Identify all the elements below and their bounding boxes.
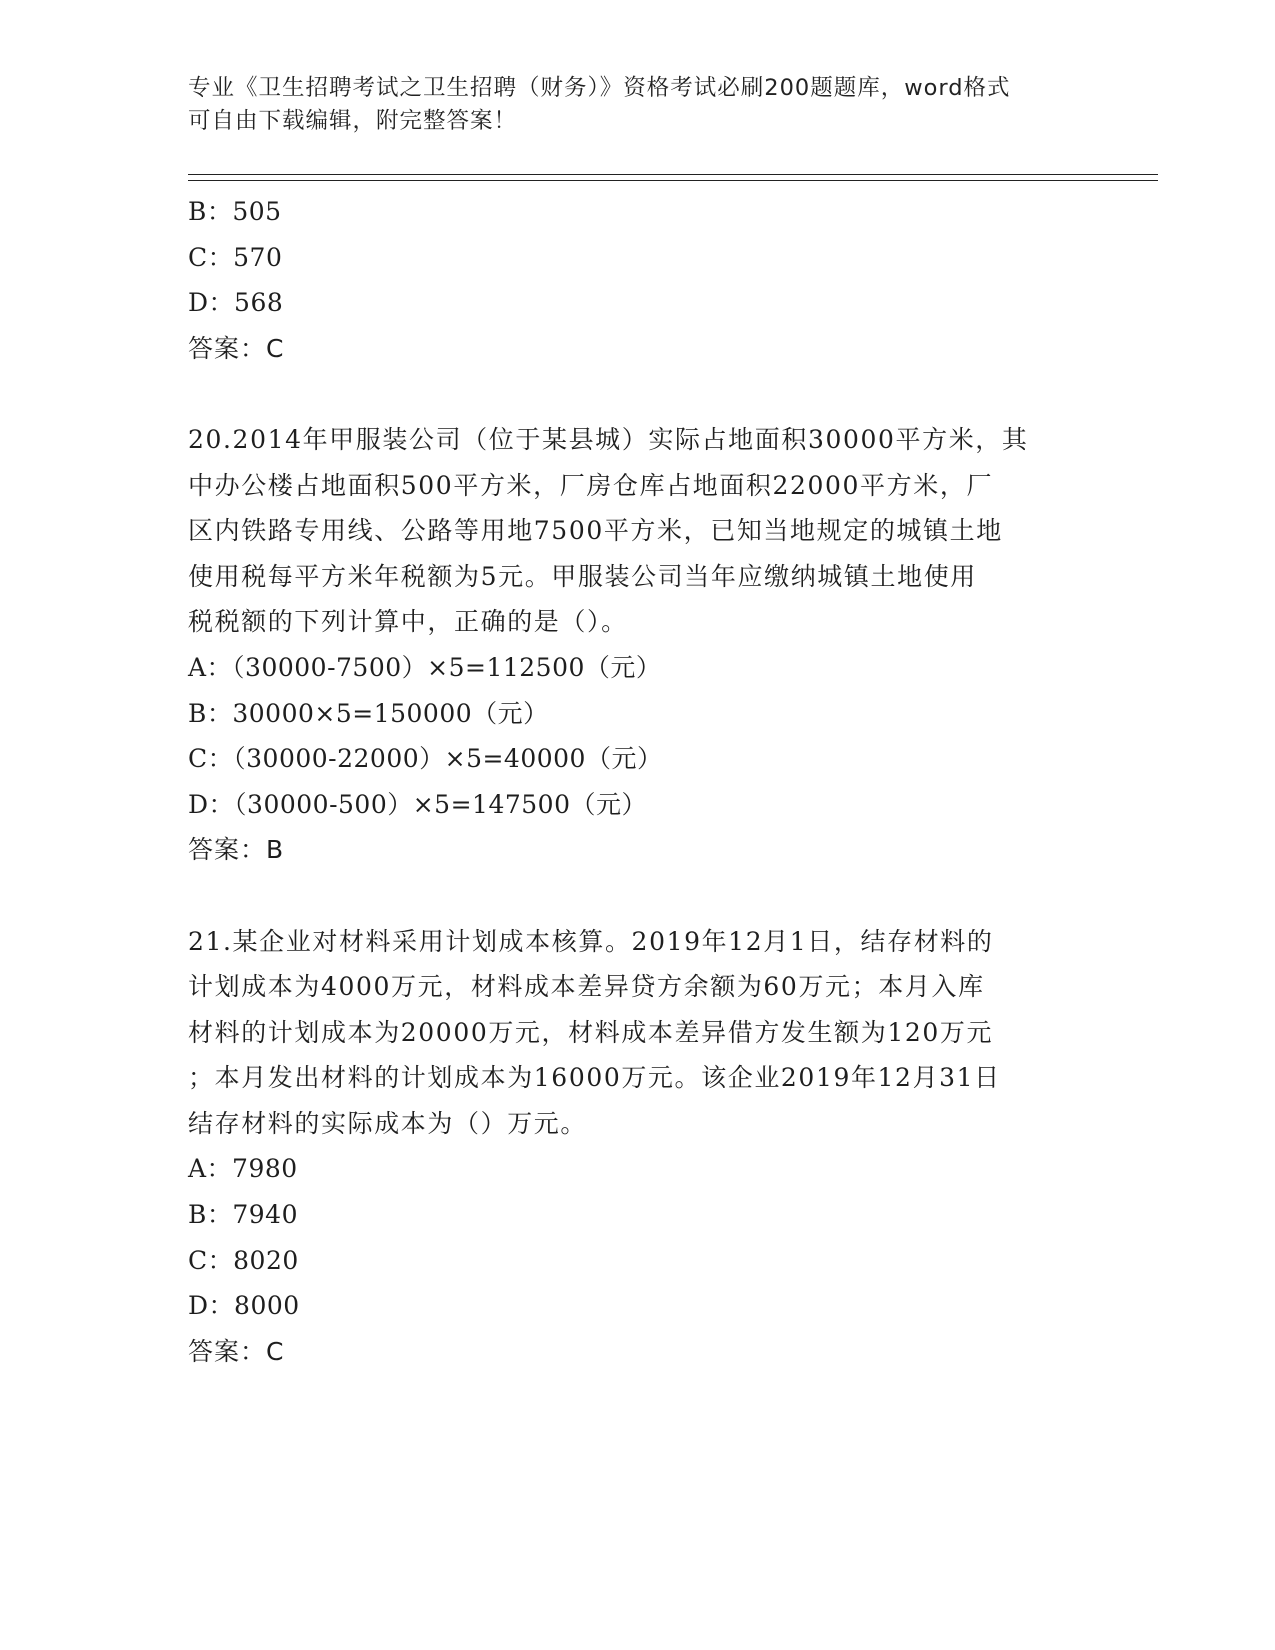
stem-line: 计划成本为4000万元，材料成本差异贷方余额为60万元；本月入库 xyxy=(188,972,985,1002)
option-d: D：8000 xyxy=(188,1291,300,1321)
stem-line: 中办公楼占地面积500平方米，厂房仓库占地面积22000平方米，厂 xyxy=(188,470,994,500)
stem-line: 20.2014年甲服装公司（位于某县城）实际占地面积30000平方米，其 xyxy=(188,424,1029,454)
spacer xyxy=(188,371,1088,417)
question-stem xyxy=(188,919,1088,1147)
stem-line: 使用税每平方米年税额为5元。甲服装公司当年应缴纳城镇土地使用 xyxy=(188,561,977,591)
option-d: D：568 xyxy=(188,288,284,318)
question-20 xyxy=(188,417,1088,873)
option-c: C：570 xyxy=(188,242,283,272)
document-header xyxy=(188,72,1068,138)
stem-line: 区内铁路专用线、公路等用地7500平方米，已知当地规定的城镇土地 xyxy=(188,516,1003,546)
header-title-line-1: 专业《卫生招聘考试之卫生招聘（财务）》资格考试必刷200题题库，word格式 xyxy=(188,75,1011,101)
header-title-line-2: 可自由下载编辑，附完整答案！ xyxy=(188,108,518,134)
option-c: C：（30000-22000）×5=40000（元） xyxy=(188,744,663,774)
question-stem xyxy=(188,417,1088,645)
option-a: A：（30000-7500）×5=112500（元） xyxy=(188,652,662,682)
question-21 xyxy=(188,919,1088,1375)
option-c: C：8020 xyxy=(188,1245,299,1275)
stem-line: 结存材料的实际成本为（）万元。 xyxy=(188,1108,588,1138)
stem-line: 材料的计划成本为20000万元，材料成本差异借方发生额为120万元 xyxy=(188,1017,994,1047)
answer: 答案：C xyxy=(188,1336,285,1366)
option-d: D：（30000-500）×5=147500（元） xyxy=(188,789,647,819)
stem-line: 21.某企业对材料采用计划成本核算。2019年12月1日，结存材料的 xyxy=(188,926,994,956)
spacer xyxy=(188,873,1088,919)
option-b: B：505 xyxy=(188,197,282,226)
document-body xyxy=(188,189,1088,1374)
answer: 答案：C xyxy=(188,333,285,363)
stem-line: ；本月发出材料的计划成本为16000万元。该企业2019年12月31日 xyxy=(188,1063,1001,1093)
stem-line: 税税额的下列计算中，正确的是（）。 xyxy=(188,607,628,637)
answer: 答案：B xyxy=(188,835,285,865)
option-a: A：7980 xyxy=(188,1154,298,1184)
header-divider-top xyxy=(188,174,1158,175)
option-b: B：7940 xyxy=(188,1200,298,1230)
header-divider-bottom xyxy=(188,180,1158,181)
option-b: B：30000×5=150000（元） xyxy=(188,698,549,728)
question-19-tail xyxy=(188,189,1088,371)
